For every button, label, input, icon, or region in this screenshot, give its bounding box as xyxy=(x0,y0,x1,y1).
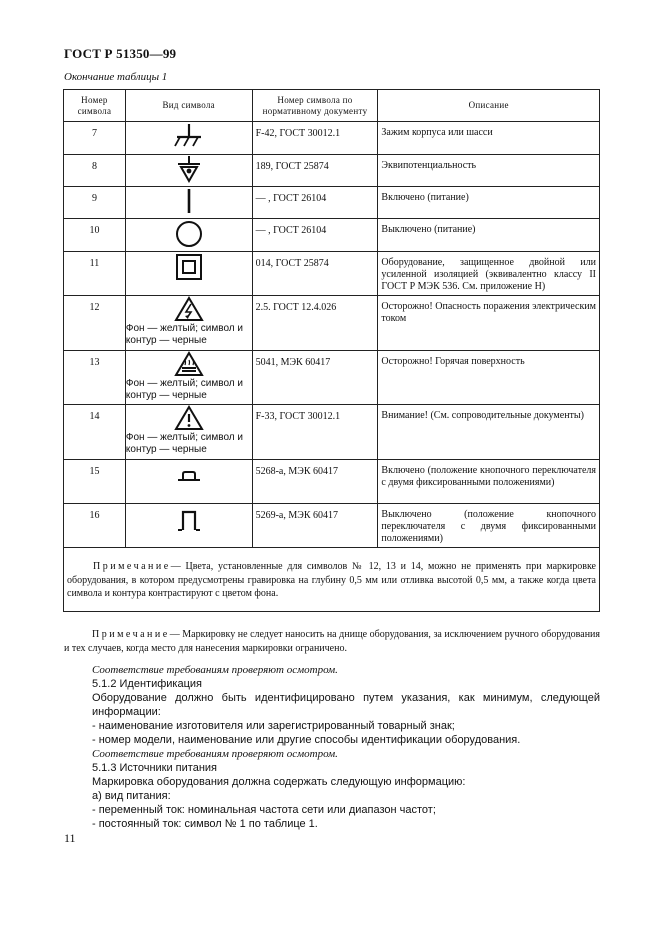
symbols-table xyxy=(63,89,600,612)
table-row xyxy=(64,187,600,219)
note-text: — Цвета, установленные для символов № 12, 13 и 14, можно не применять при маркировке оборудования, в котором предусмотрены гравировка на глубину 0,5 мм или отливка высотой 0,5 мм, а также когда цвета символа и контура контрастируют с цветом фона. xyxy=(67,561,596,599)
section-5-1-3-item-1: - переменный ток: номинальная частота сети или диапазон частот; xyxy=(92,804,436,816)
row-reference: F-42, ГОСТ 30012.1 xyxy=(252,122,378,155)
row-description: Осторожно! Опасность поражения электрическим током xyxy=(378,296,600,351)
section-5-1-3-title: 5.1.3 Источники питания xyxy=(92,762,217,774)
check-text-2: Соответствие требованиям проверяют осмотром. xyxy=(92,748,338,760)
row-description: Эквипотенциальность xyxy=(378,155,600,187)
button-in-icon xyxy=(174,460,204,486)
symbol-caption: Фон — желтый; символ и контур — черные xyxy=(125,323,243,346)
table-row xyxy=(64,252,600,296)
row-description: Зажим корпуса или шасси xyxy=(378,122,600,155)
note2-label: Примечание xyxy=(92,629,170,640)
row-number: 8 xyxy=(64,155,126,187)
row-number: 14 xyxy=(64,405,126,460)
row-description: Внимание! (См. сопроводительные документы) xyxy=(378,405,600,460)
table-note-row xyxy=(64,548,600,612)
table-row xyxy=(64,219,600,252)
hot-surface-warning-icon xyxy=(174,351,204,377)
section-5-1-2-item-2: - номер модели, наименование или другие способы идентификации оборудования. xyxy=(92,734,521,746)
check-text-1: Соответствие требованиям проверяют осмотром. xyxy=(92,664,338,676)
table-row xyxy=(64,351,600,405)
table-row xyxy=(64,155,600,187)
row-reference: — , ГОСТ 26104 xyxy=(252,219,378,252)
row-reference: 014, ГОСТ 25874 xyxy=(252,252,378,296)
row-description: Включено (положение кнопочного переключателя с двумя фиксированными положениями) xyxy=(378,460,600,504)
row-description: Выключено (питание) xyxy=(378,219,600,252)
note-label: Примечание xyxy=(93,561,171,572)
section-5-1-3-item-2: - постоянный ток: символ № 1 по таблице 1. xyxy=(92,818,318,830)
attention-warning-icon xyxy=(174,405,204,431)
table-row xyxy=(64,504,600,548)
table-row xyxy=(64,296,600,351)
row-number: 12 xyxy=(64,296,126,351)
symbol-caption: Фон — желтый; символ и контур — черные xyxy=(125,378,243,401)
row-number: 13 xyxy=(64,351,126,405)
row-reference: — , ГОСТ 26104 xyxy=(252,187,378,219)
row-number: 11 xyxy=(64,252,126,296)
document-title: ГОСТ Р 51350—99 xyxy=(64,46,177,61)
table-continuation-label: Окончание таблицы 1 xyxy=(64,71,168,83)
section-5-1-3-intro: Маркировка оборудования должна содержать следующую информацию: xyxy=(92,776,466,788)
row-description: Осторожно! Горячая поверхность xyxy=(378,351,600,405)
table-row xyxy=(64,405,600,460)
row-reference: 5269-а, МЭК 60417 xyxy=(252,504,378,548)
double-insulation-icon xyxy=(174,252,204,282)
section-5-1-2-intro: Оборудование должно быть идентифицировано путем указания, как минимум, следующей информации: xyxy=(92,692,600,718)
row-reference: 5268-а, МЭК 60417 xyxy=(252,460,378,504)
note-2 xyxy=(64,628,600,656)
row-description: Включено (питание) xyxy=(378,187,600,219)
symbol-caption: Фон — желтый; символ и контур — черные xyxy=(125,432,243,455)
table-row xyxy=(64,122,600,155)
power-off-icon xyxy=(174,219,204,249)
section-5-1-2-title: 5.1.2 Идентификация xyxy=(92,678,202,690)
row-number: 7 xyxy=(64,122,126,155)
row-description: Оборудование, защищенное двойной или усиленной изоляцией (эквивалентно классу II ГОСТ Р МЭК 536. См. приложение Н) xyxy=(378,252,600,296)
row-reference: 2.5. ГОСТ 12.4.026 xyxy=(252,296,378,351)
col-header-reference: Номер символа по нормативному документу xyxy=(252,90,378,122)
section-5-1-3-item-a: а) вид питания: xyxy=(92,790,171,802)
page-number: 11 xyxy=(64,831,76,845)
table-header-row xyxy=(64,90,600,122)
col-header-number: Номер символа xyxy=(64,90,126,122)
button-out-icon xyxy=(174,504,204,534)
row-number: 16 xyxy=(64,504,126,548)
row-number: 15 xyxy=(64,460,126,504)
col-header-description: Описание xyxy=(378,90,600,122)
note2-text: — Маркировку не следует наносить на днище оборудования, за исключением ручного оборудования и тех случаев, когда место для нанесения маркировки ограничено. xyxy=(64,629,600,654)
electric-shock-warning-icon xyxy=(174,296,204,322)
row-reference: F-33, ГОСТ 30012.1 xyxy=(252,405,378,460)
row-number: 10 xyxy=(64,219,126,252)
row-reference: 189, ГОСТ 25874 xyxy=(252,155,378,187)
table-row xyxy=(64,460,600,504)
equipotential-icon xyxy=(174,155,204,183)
col-header-symbol: Вид символа xyxy=(125,90,252,122)
power-on-icon xyxy=(174,187,204,215)
row-description: Выключено (положение кнопочного переключателя с двумя фиксированными положениями) xyxy=(378,504,600,548)
row-reference: 5041, МЭК 60417 xyxy=(252,351,378,405)
row-number: 9 xyxy=(64,187,126,219)
section-5-1-2-item-1: - наименование изготовителя или зарегистрированный товарный знак; xyxy=(92,720,455,732)
chassis-ground-icon xyxy=(174,122,204,150)
